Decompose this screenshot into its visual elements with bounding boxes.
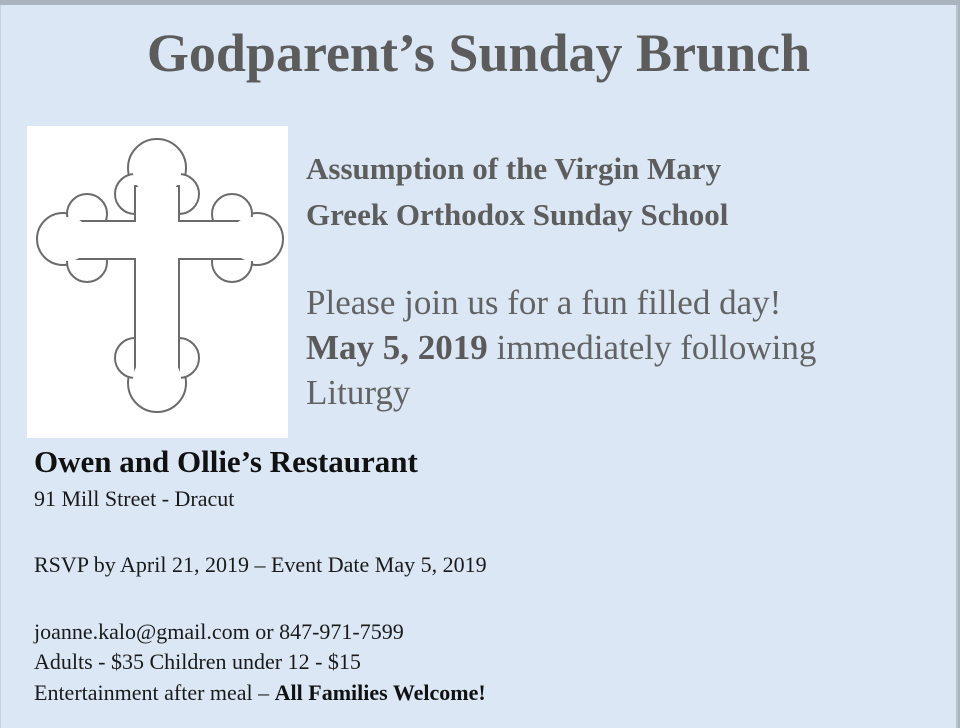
page-title: Godparent’s Sunday Brunch bbox=[146, 23, 811, 83]
flyer bbox=[0, 5, 958, 728]
cross-icon bbox=[27, 126, 288, 438]
venue-address: 91 Mill Street - Dracut bbox=[34, 486, 235, 511]
cross-image bbox=[27, 126, 288, 438]
contact-line: joanne.kalo@gmail.com or 847-971-7599 bbox=[34, 619, 404, 644]
entertainment-line bbox=[34, 678, 486, 708]
venue-name: Owen and Ollie’s Restaurant bbox=[34, 444, 418, 479]
entertainment-text: Entertainment after meal – bbox=[34, 680, 275, 705]
invite-line-3: Liturgy bbox=[306, 373, 411, 412]
church-name bbox=[306, 146, 728, 238]
invite-line-2-rest: immediately following bbox=[487, 328, 817, 367]
invitation bbox=[306, 280, 816, 415]
prices-line: Adults - $35 Children under 12 - $15 bbox=[34, 649, 361, 674]
church-line-2: Greek Orthodox Sunday School bbox=[306, 197, 729, 232]
welcome-text: All Families Welcome! bbox=[274, 680, 486, 705]
church-line-1: Assumption of the Virgin Mary bbox=[306, 151, 722, 186]
invite-line-2 bbox=[306, 325, 816, 370]
event-date: May 5, 2019 bbox=[306, 328, 488, 367]
rsvp-line: RSVP by April 21, 2019 – Event Date May 5, 2019 bbox=[34, 552, 487, 577]
invite-line-1: Please join us for a fun filled day! bbox=[306, 283, 782, 322]
